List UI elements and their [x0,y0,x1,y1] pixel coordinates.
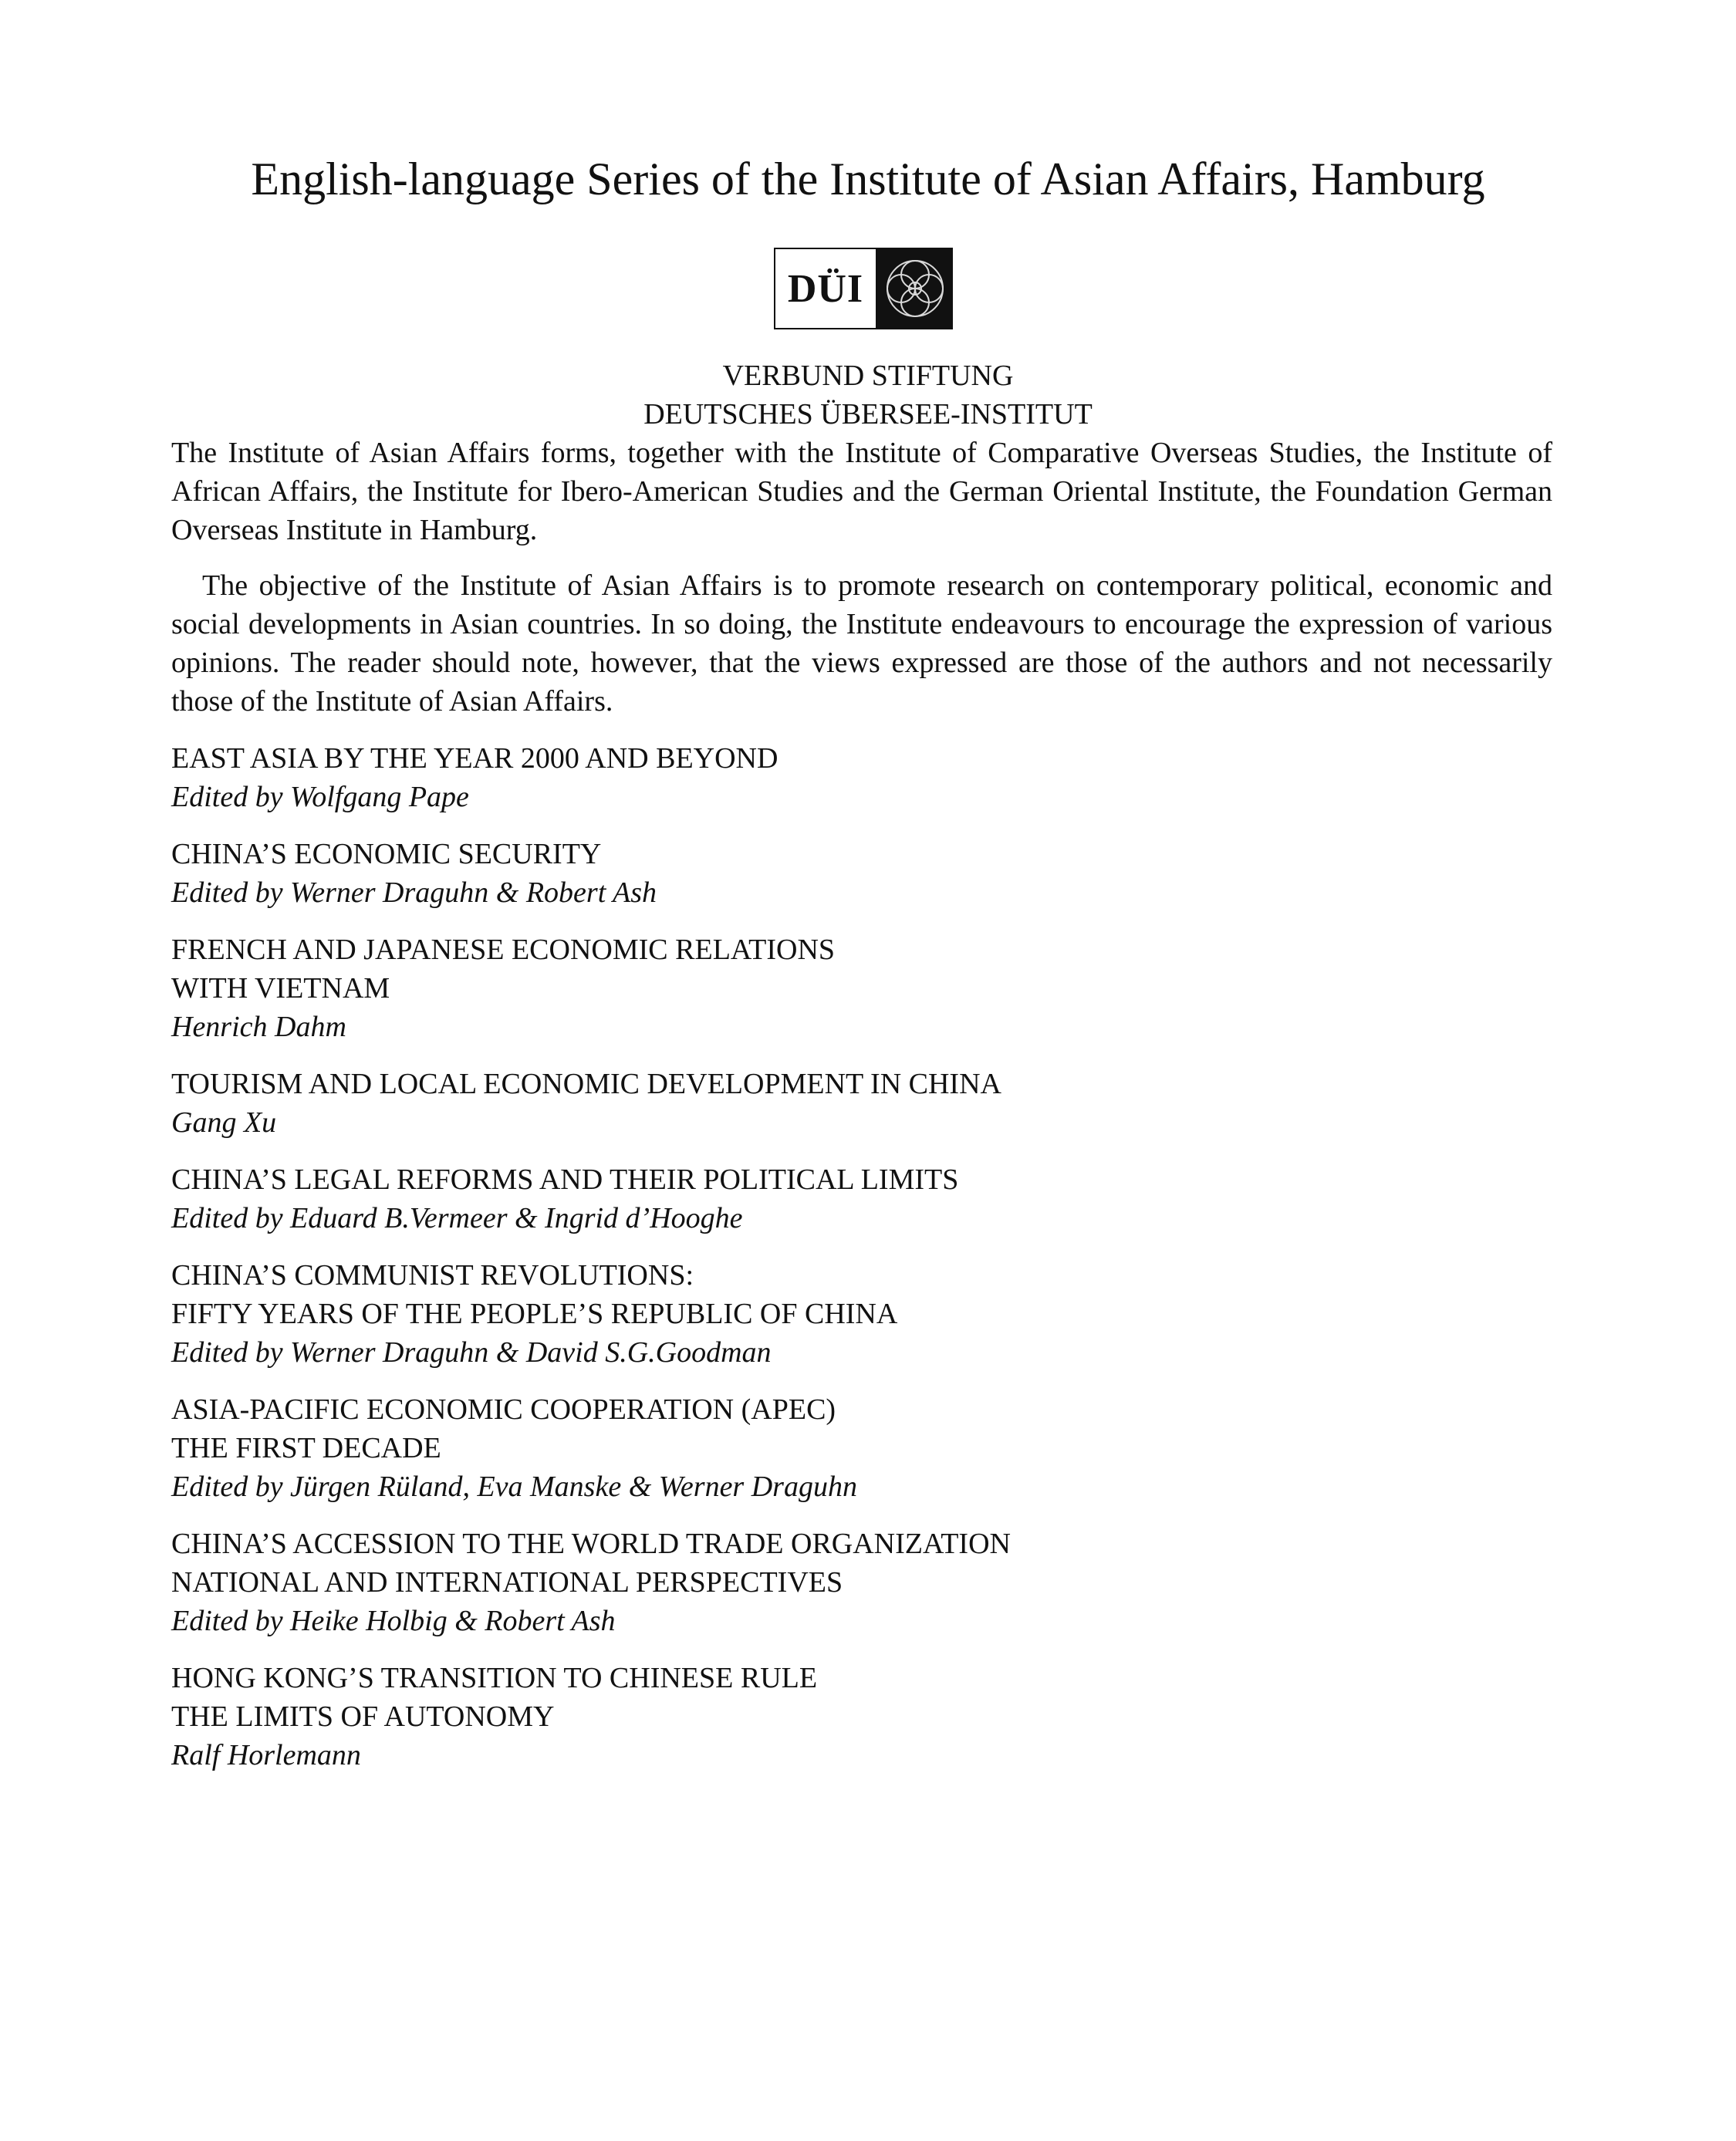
intro-paragraph: The Institute of Asian Affairs forms, together with the Institute of Comparative Overseas Studies, the Institute of African Affairs, the Institute for Ibero-American Studies and the German Oriental Institute, the Foundation German Overseas Institute in Hamburg. [171,437,1552,546]
book-title: FIFTY YEARS OF THE PEOPLE’S REPUBLIC OF CHINA [171,1298,898,1330]
book-title: ASIA-PACIFIC ECONOMIC COOPERATION (APEC) [171,1393,836,1426]
logo-text: DÜI [775,249,878,328]
affiliation-block [0,356,1736,434]
book-title: WITH VIETNAM [171,972,390,1005]
dui-logo [774,248,953,329]
book-entry [171,835,1552,912]
book-title: THE LIMITS OF AUTONOMY [171,1700,555,1733]
series-title: English-language Series of the Institute of Asian Affairs, Hamburg [251,154,1485,204]
logo-emblem-icon [878,249,951,328]
book-editor: Edited by Eduard B.Vermeer & Ingrid d’Hooghe [171,1202,743,1234]
book-title: EAST ASIA BY THE YEAR 2000 AND BEYOND [171,742,778,775]
book-entry [171,1160,1552,1238]
book-title: THE FIRST DECADE [171,1432,441,1464]
book-author: Gang Xu [171,1106,277,1139]
affiliation-line-2: DEUTSCHES ÜBERSEE-INSTITUT [643,398,1093,431]
book-title: TOURISM AND LOCAL ECONOMIC DEVELOPMENT IN CHINA [171,1068,1001,1100]
book-title: CHINA’S ECONOMIC SECURITY [171,838,602,870]
book-entry [171,1065,1552,1142]
book-entry [171,739,1552,816]
book-entry [171,930,1552,1046]
book-title: NATIONAL AND INTERNATIONAL PERSPECTIVES [171,1566,843,1599]
book-title: CHINA’S ACCESSION TO THE WORLD TRADE ORGANIZATION [171,1528,1011,1560]
book-list [171,739,1552,1793]
book-title: FRENCH AND JAPANESE ECONOMIC RELATIONS [171,934,836,966]
rosette-icon [880,253,951,324]
book-editor: Edited by Wolfgang Pape [171,781,469,813]
book-author: Ralf Horlemann [171,1739,361,1771]
objective-paragraph: The objective of the Institute of Asian Affairs is to promote research on contemporary political, economic and social developments in Asian countries. In so doing, the Institute endeavours to encourage the expression of various opinions. The reader should note, however, that the views expressed are those of the authors and not necessarily those of the Institute of Asian Affairs. [171,569,1552,718]
book-author: Henrich Dahm [171,1011,346,1043]
book-title: HONG KONG’S TRANSITION TO CHINESE RULE [171,1662,818,1694]
book-entry [171,1659,1552,1775]
book-entry [171,1525,1552,1640]
book-editor: Edited by Werner Draguhn & David S.G.Goodman [171,1336,772,1369]
book-title: CHINA’S LEGAL REFORMS AND THEIR POLITICAL LIMITS [171,1163,959,1196]
book-editor: Edited by Heike Holbig & Robert Ash [171,1605,616,1637]
book-title: CHINA’S COMMUNIST REVOLUTIONS: [171,1259,694,1292]
affiliation-line-1: VERBUND STIFTUNG [722,360,1014,392]
book-entry [171,1390,1552,1506]
book-editor: Edited by Jürgen Rüland, Eva Manske & Werner Draguhn [171,1471,857,1503]
book-editor: Edited by Werner Draguhn & Robert Ash [171,876,657,909]
book-entry [171,1256,1552,1372]
